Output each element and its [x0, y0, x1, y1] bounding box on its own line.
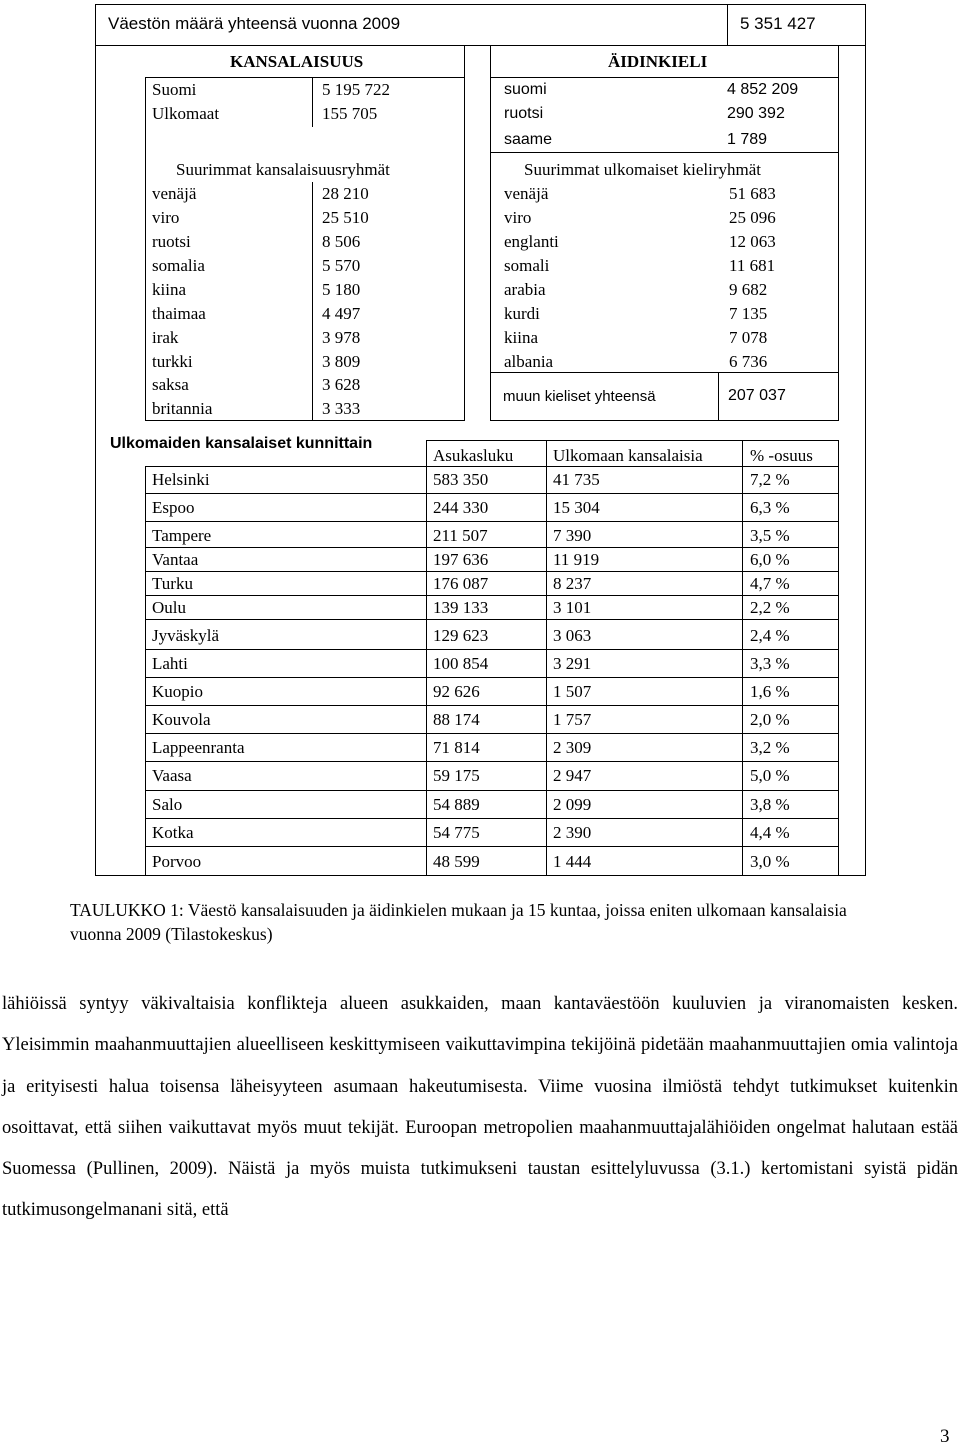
row-divider: [145, 571, 839, 572]
row-divider: [145, 761, 839, 762]
language-label: ruotsi: [504, 105, 544, 122]
language-group-value: 6 736: [729, 352, 768, 371]
city-foreign: 41 735: [553, 470, 600, 489]
citizenship-group-value: 3 628: [322, 375, 361, 394]
city-foreign: 15 304: [553, 498, 600, 517]
row-divider: [145, 493, 839, 494]
city-name: Helsinki: [152, 470, 210, 489]
row-divider: [145, 595, 839, 596]
city-foreign: 11 919: [553, 550, 600, 569]
city-name: Kuopio: [152, 682, 203, 701]
city-name: Kotka: [152, 823, 194, 842]
city-share: 3,8 %: [750, 795, 790, 814]
citizenship-group-label: thaimaa: [152, 304, 206, 323]
city-population: 211 507: [433, 526, 488, 545]
citizenship-group-value: 3 809: [322, 352, 361, 371]
city-name: Vantaa: [152, 550, 199, 569]
citizenship-group-label: ruotsi: [152, 232, 191, 251]
city-share: 3,5 %: [750, 526, 790, 545]
city-foreign: 2 309: [553, 738, 592, 757]
city-share: 3,2 %: [750, 738, 790, 757]
citizenship-value: 5 195 722: [322, 80, 390, 99]
city-name: Turku: [152, 574, 193, 593]
city-population: 71 814: [433, 738, 480, 757]
city-population: 129 623: [433, 626, 489, 645]
row-divider: [145, 818, 839, 819]
row-divider: [145, 649, 839, 650]
citizenship-group-value: 4 497: [322, 304, 361, 323]
city-share: 2,0 %: [750, 710, 790, 729]
city-population: 59 175: [433, 766, 480, 785]
city-share: 6,0 %: [750, 550, 790, 569]
city-population: 48 599: [433, 852, 480, 871]
language-group-label: englanti: [504, 232, 559, 251]
citizenship-group-label: britannia: [152, 399, 213, 418]
citizenship-group-label: irak: [152, 328, 179, 347]
language-label: suomi: [504, 81, 547, 98]
city-share: 4,7 %: [750, 574, 790, 593]
row-divider: [145, 790, 839, 791]
language-group-label: viro: [504, 208, 532, 227]
city-population: 139 133: [433, 598, 489, 617]
row-divider: [145, 547, 839, 548]
language-group-value: 9 682: [729, 280, 768, 299]
citizenship-label: Suomi: [152, 80, 197, 99]
language-group-value: 7 135: [729, 304, 768, 323]
city-share: 3,3 %: [750, 654, 790, 673]
language-other-value: 207 037: [728, 387, 786, 404]
language-group-value: 25 096: [729, 208, 776, 227]
citizenship-group-value: 8 506: [322, 232, 361, 251]
city-share: 1,6 %: [750, 682, 790, 701]
language-group-value: 7 078: [729, 328, 768, 347]
city-name: Lappeenranta: [152, 738, 245, 757]
city-foreign: 1 757: [553, 710, 592, 729]
city-share: 3,0 %: [750, 852, 790, 871]
language-value: 4 852 209: [727, 81, 799, 98]
city-share: 2,2 %: [750, 598, 790, 617]
city-foreign: 1 507: [553, 682, 592, 701]
citizenship-group-value: 28 210: [322, 184, 369, 203]
city-name: Porvoo: [152, 852, 202, 871]
column-header: % -osuus: [750, 446, 813, 465]
city-foreign: 1 444: [553, 852, 592, 871]
city-population: 54 889: [433, 795, 480, 814]
city-population: 176 087: [433, 574, 489, 593]
citizenship-group-value: 5 570: [322, 256, 361, 275]
citizenship-group-label: somalia: [152, 256, 205, 275]
city-name: Espoo: [152, 498, 195, 517]
city-population: 197 636: [433, 550, 489, 569]
city-foreign: 2 390: [553, 823, 592, 842]
column-header: Ulkomaan kansalaisia: [553, 446, 703, 465]
city-population: 92 626: [433, 682, 480, 701]
language-group-label: kurdi: [504, 304, 540, 323]
body-paragraph: lähiöissä syntyy väkivaltaisia konflikteja alueen asukkaiden, maan kantaväestöön kuuluvien ja viranomaisten kesken. Yleisimmin maahanmuuttajien alueelliseen keskittymiseen vaikuttavimpina tekijöinä pidetään maahanmuuttajien omia valintoja ja erityisesti halua toisensa läheisyyteen asumaan hakeutumisesta. Viime vuosina ilmiöstä tehdyt tutkimukset kuitenkin osoittavat, että siihen vaikuttavat myös muut tekijät. Euroopan metropolien maahanmuuttajalähiöiden ongelmat halutaan estää Suomessa (Pullinen, 2009). Näistä ja myös muista tutkimukseni taustan esittelyluvussa (3.1.) kertomistani syistä pidän tutkimusongelmanani sitä, että: [2, 994, 958, 1221]
city-name: Tampere: [152, 526, 212, 545]
city-name: Lahti: [152, 654, 188, 673]
row-divider: [145, 619, 839, 620]
citizenship-group-label: kiina: [152, 280, 186, 299]
city-foreign: 3 063: [553, 626, 592, 645]
city-name: Vaasa: [152, 766, 192, 785]
city-population: 54 775: [433, 823, 480, 842]
citizenship-group-label: viro: [152, 208, 180, 227]
page-number: 3: [940, 1426, 950, 1447]
city-foreign: 8 237: [553, 574, 592, 593]
language-group-label: kiina: [504, 328, 538, 347]
citizenship-groups-heading: Suurimmat kansalaisuusryhmät: [176, 160, 390, 179]
row-divider: [145, 677, 839, 678]
citizenship-heading: KANSALAISUUS: [230, 52, 364, 71]
column-header: Asukasluku: [433, 446, 514, 465]
city-name: Jyväskylä: [152, 626, 220, 645]
language-groups-heading: Suurimmat ulkomaiset kieliryhmät: [524, 160, 762, 179]
citizenship-group-value: 5 180: [322, 280, 361, 299]
language-group-value: 11 681: [729, 256, 776, 275]
city-share: 6,3 %: [750, 498, 790, 517]
language-value: 290 392: [727, 105, 785, 122]
citizenship-value: 155 705: [322, 104, 378, 123]
municipal-heading: Ulkomaiden kansalaiset kunnittain: [110, 435, 373, 452]
city-share: 2,4 %: [750, 626, 790, 645]
city-population: 88 174: [433, 710, 480, 729]
city-share: 4,4 %: [750, 823, 790, 842]
city-foreign: 2 947: [553, 766, 592, 785]
language-group-value: 51 683: [729, 184, 776, 203]
language-group-label: albania: [504, 352, 554, 371]
citizenship-group-label: venäjä: [152, 184, 197, 203]
language-heading: ÄIDINKIELI: [608, 52, 708, 71]
language-group-label: arabia: [504, 280, 546, 299]
citizenship-group-value: 3 978: [322, 328, 361, 347]
city-share: 5,0 %: [750, 766, 790, 785]
city-population: 244 330: [433, 498, 489, 517]
language-group-value: 12 063: [729, 232, 776, 251]
citizenship-group-value: 3 333: [322, 399, 361, 418]
language-value: 1 789: [727, 131, 768, 148]
city-foreign: 3 291: [553, 654, 592, 673]
city-population: 100 854: [433, 654, 489, 673]
citizenship-group-label: turkki: [152, 352, 193, 371]
city-share: 7,2 %: [750, 470, 790, 489]
city-foreign: 7 390: [553, 526, 592, 545]
total-value: 5 351 427: [740, 14, 816, 33]
language-other-label: muun kieliset yhteensä: [503, 388, 656, 405]
row-divider: [145, 705, 839, 706]
citizenship-group-value: 25 510: [322, 208, 369, 227]
table-caption: TAULUKKO 1: Väestö kansalaisuuden ja äidinkielen mukaan ja 15 kuntaa, joissa eniten ulkomaan kansalaisia vuonna 2009 (Tilastokeskus): [70, 900, 847, 944]
language-group-label: venäjä: [504, 184, 549, 203]
language-label: saame: [504, 131, 553, 148]
city-foreign: 3 101: [553, 598, 592, 617]
row-divider: [145, 521, 839, 522]
row-divider: [145, 846, 839, 847]
citizenship-label: Ulkomaat: [152, 104, 220, 123]
city-name: Kouvola: [152, 710, 211, 729]
city-foreign: 2 099: [553, 795, 592, 814]
citizenship-group-label: saksa: [152, 375, 189, 394]
language-group-label: somali: [504, 256, 550, 275]
row-divider: [145, 733, 839, 734]
total-label: Väestön määrä yhteensä vuonna 2009: [108, 14, 401, 33]
city-name: Oulu: [152, 598, 186, 617]
city-name: Salo: [152, 795, 183, 814]
city-population: 583 350: [433, 470, 489, 489]
